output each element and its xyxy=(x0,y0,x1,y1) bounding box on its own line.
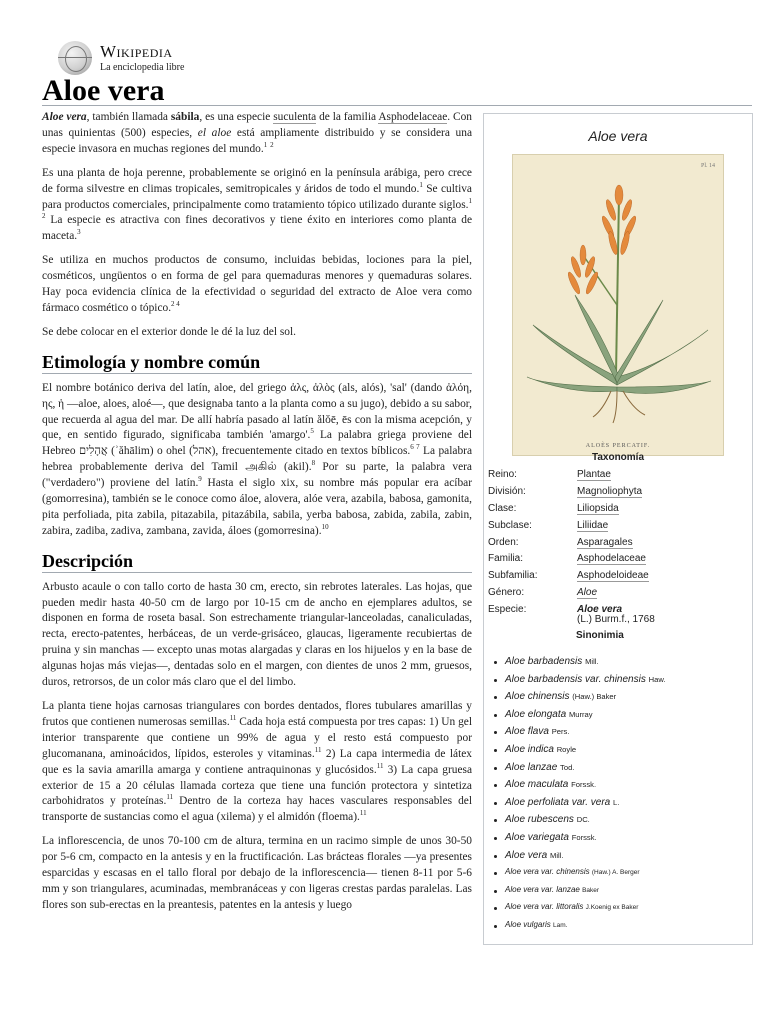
taxonomy-table xyxy=(488,466,750,618)
wikipedia-logo[interactable] xyxy=(58,40,184,76)
aloe-plant-illustration xyxy=(513,155,723,455)
list-item: Aloe barbadensis var. chinensis Haw. xyxy=(494,674,744,692)
section-heading-etimologia: Etimología y nombre común xyxy=(42,355,472,374)
description-paragraph-3: La inflorescencia, de unos 70-100 cm de altura, termina en un racimo simple de unos 30-50 por 5-6 cm, compacto en la antesis y en la fructificación. Las brácteas florales —ya presentes esparcidas y escasas en el tallo floral por debajo de la inflorescencia— tienen 8-11 por 5-6 mm y son triangulares, acuminadas, membranáceas y con ligeras crestas pardas paralelas. Las flores son sub-erectas en la preantesis, patentes en la antesis y luego xyxy=(42,835,472,911)
list-item: Aloe perfoliata var. vera L. xyxy=(494,797,744,815)
list-item: Aloe elongata Murray xyxy=(494,709,744,727)
intro-paragraph-3: Se utiliza en muchos productos de consumo, incluidas bebidas, lociones para la piel, cosméticos, ungüentos o en forma de gel para quemaduras menores y quemaduras solares. Hay poca evidencia clínica de la efectividad o seguridad del extracto de Aloe vera como fármaco cosmético o tópico.$^{2 4}$ xyxy=(42,254,472,314)
taxonomy-row: Clase: Liliopsida xyxy=(488,502,619,514)
synonym-list xyxy=(494,656,744,938)
list-item: Aloe vulgaris Lam. xyxy=(494,920,744,938)
list-item: Aloe vera Mill. xyxy=(494,850,744,868)
taxonomy-row: Reino: Plantae xyxy=(488,468,611,480)
link-suculenta[interactable]: suculenta xyxy=(273,111,317,123)
description-paragraph-1: Arbusto acaule o con tallo corto de hasta 30 cm, erecto, sin rebrotes laterales. Las hojas, que pueden medir hasta 40-50 cm de largo por 10-15 cm de ancho en ejemplares adultos, se disponen en forma de roseta basal. Son estrechamente triangular-lanceoladas, canaliculadas, recta, erecto-patentes, herbáceas, de un verde-grisáceo, glaucas, ligeramente recubiertas de pruina y sin manchas — excepto unas motas alargadas y claras en los hijuelos y en la base de algunas hojas más viejas—, dentadas solo en el margen, con dientes de unos 2 mm, gruesos, duros, retrorsos, de un color más claro que el del limbo. xyxy=(42,580,472,689)
description-paragraph-2: La planta tiene hojas carnosas triangulares con bordes dentados, flores tubulares amarillas y frutos que contienen numerosas semillas.$^{11}$ Cada hoja está compuesta por tres capas: 1) Un gel interior transparente que contiene un 99% de agua y el resto está compuesto por glucomanana, aminoácidos, lípidos, esteroles y vitaminas.$^{11}$ 2) La capa intermedia de látex que es la savia amarilla amarga y contiene antraquinonas y glucósidos.$^{11}$ 3) La capa gruesa exterior de 15 a 20 células llamada corteza que tiene una función protectora y sintetiza carbohidratos y proteínas.$^{11}$ Dentro de la corteza hay haces vasculares responsables del transporte de sustancias como el agua (xilema) y el almidón (floema).$^{11}$ xyxy=(42,700,473,824)
taxonomy-row: Familia: Asphodelaceae xyxy=(488,553,646,565)
intro-paragraph-4: Se debe colocar en el exterior donde le dé la luz del sol. xyxy=(42,325,296,338)
plate-caption: ALOÈS PERCATIF. xyxy=(585,443,651,449)
link-asphodelaceae[interactable]: Asphodelaceae xyxy=(378,111,448,123)
taxobox xyxy=(483,113,753,945)
synonymy-heading: Sinonimia xyxy=(576,630,624,641)
etymology-paragraph: El nombre botánico deriva del latín, aloe, del griego ἀλς, ἀλὸς (als, alós), 'sal' (dando ἀλόη, ης, ἡ —aloe, aloes, aloé—, que designaba tanto a la planta como a su jugo), debido a su sabor, que recuerda al agua del mar. De allí habría pasado al latín ălŏē, ēs con la misma acepción, y que, en sentido figurado, significaba también 'amargo'.$^5$ La palabra griega proviene del Hebreo אֲהָלִים (ʾăhālim) o ohel (אהל), frecuentemente citado en textos bíblicos.$^{6 7}$ La palabra hebrea probablemente deriva del Tamil அகில் (akil).$^8$ Por su parte, la palabra vera ("verdadero") proviene del latín.$^9$ Hasta el siglo xix, su nombre más popular era acíbar (gomorresina), también se le conoce como áloe, alovera, alóe vera, azabila, babosa, gamonita, pita perfoliada, pita zabila, pitazabila, pitazábila, sabila, yerba babosa, zabida, zabila, zabin, zabira, zadiba, zadiva, zambana, zavida, áloes (gomorresina).$^{10}$ xyxy=(42,381,472,537)
list-item: Aloe vera var. littoralis J.Koenig ex Baker xyxy=(494,902,744,920)
ref-2[interactable]: 2 xyxy=(270,141,274,150)
list-item: Aloe maculata Forssk. xyxy=(494,779,744,797)
taxonomy-row: Especie: Aloe vera xyxy=(488,604,623,616)
list-item: Aloe vera var. chinensis (Haw.) A. Berger xyxy=(494,867,744,885)
intro-paragraph-1: Aloe vera, también llamada sábila, es una especie suculenta de la familia Asphodelaceae. Con unas quinientas (500) especies, el aloe está ampliamente distribuido y se considera una especie invasora en muchas regiones del mundo.$^1$ $^2$ xyxy=(42,111,472,155)
globe-icon xyxy=(58,41,92,75)
title-divider xyxy=(42,105,752,106)
logo-tagline: La enciclopedia libre xyxy=(100,62,185,73)
article-body xyxy=(42,110,472,922)
infobox-title: Aloe vera xyxy=(588,128,648,144)
list-item: Aloe lanzae Tod. xyxy=(494,762,744,780)
botanical-illustration[interactable] xyxy=(512,154,724,456)
list-item: Aloe flava Pers. xyxy=(494,726,744,744)
taxonomy-row: Orden: Asparagales xyxy=(488,536,633,548)
list-item: Aloe vera var. lanzae Baker xyxy=(494,885,744,903)
list-item: Aloe indica Royle xyxy=(494,744,744,762)
taxonomy-row: Género: Aloe xyxy=(488,587,598,599)
taxonomy-row: Subfamilia: Asphodeloideae xyxy=(488,570,649,582)
list-item: Aloe variegata Forssk. xyxy=(494,832,744,850)
plate-number: Pl. 14 xyxy=(701,163,716,169)
taxonomy-row: Subclase: Liliidae xyxy=(488,519,609,531)
taxonomy-heading: Taxonomía xyxy=(591,452,645,463)
list-item: Aloe rubescens DC. xyxy=(494,814,744,832)
taxonomy-row: División: Magnoliophyta xyxy=(488,485,643,497)
list-item: Aloe barbadensis Mill. xyxy=(494,656,744,674)
page-title: Aloe vera xyxy=(42,74,165,107)
ref-1[interactable]: 1 xyxy=(263,141,268,150)
list-item: Aloe chinensis (Haw.) Baker xyxy=(494,691,744,709)
intro-paragraph-2: Es una planta de hoja perenne, probablemente se originó en la península arábiga, pero crece de forma silvestre en climas tropicales, semitropicales y áridos de todo el mundo.$^1$ Se cultiva para productos comerciales, principalmente como tratamiento tópico utilizado durante siglos.$^{1 2}$ La especie es atractiva con fines decorativos y tiene éxito en interiores como planta de maceta.$^3$ xyxy=(42,166,472,243)
species-authority: (L.) Burm.f., 1768 xyxy=(577,614,655,625)
logo-name: Wikipedia xyxy=(100,42,173,61)
section-heading-descripcion: Descripción xyxy=(42,554,472,573)
